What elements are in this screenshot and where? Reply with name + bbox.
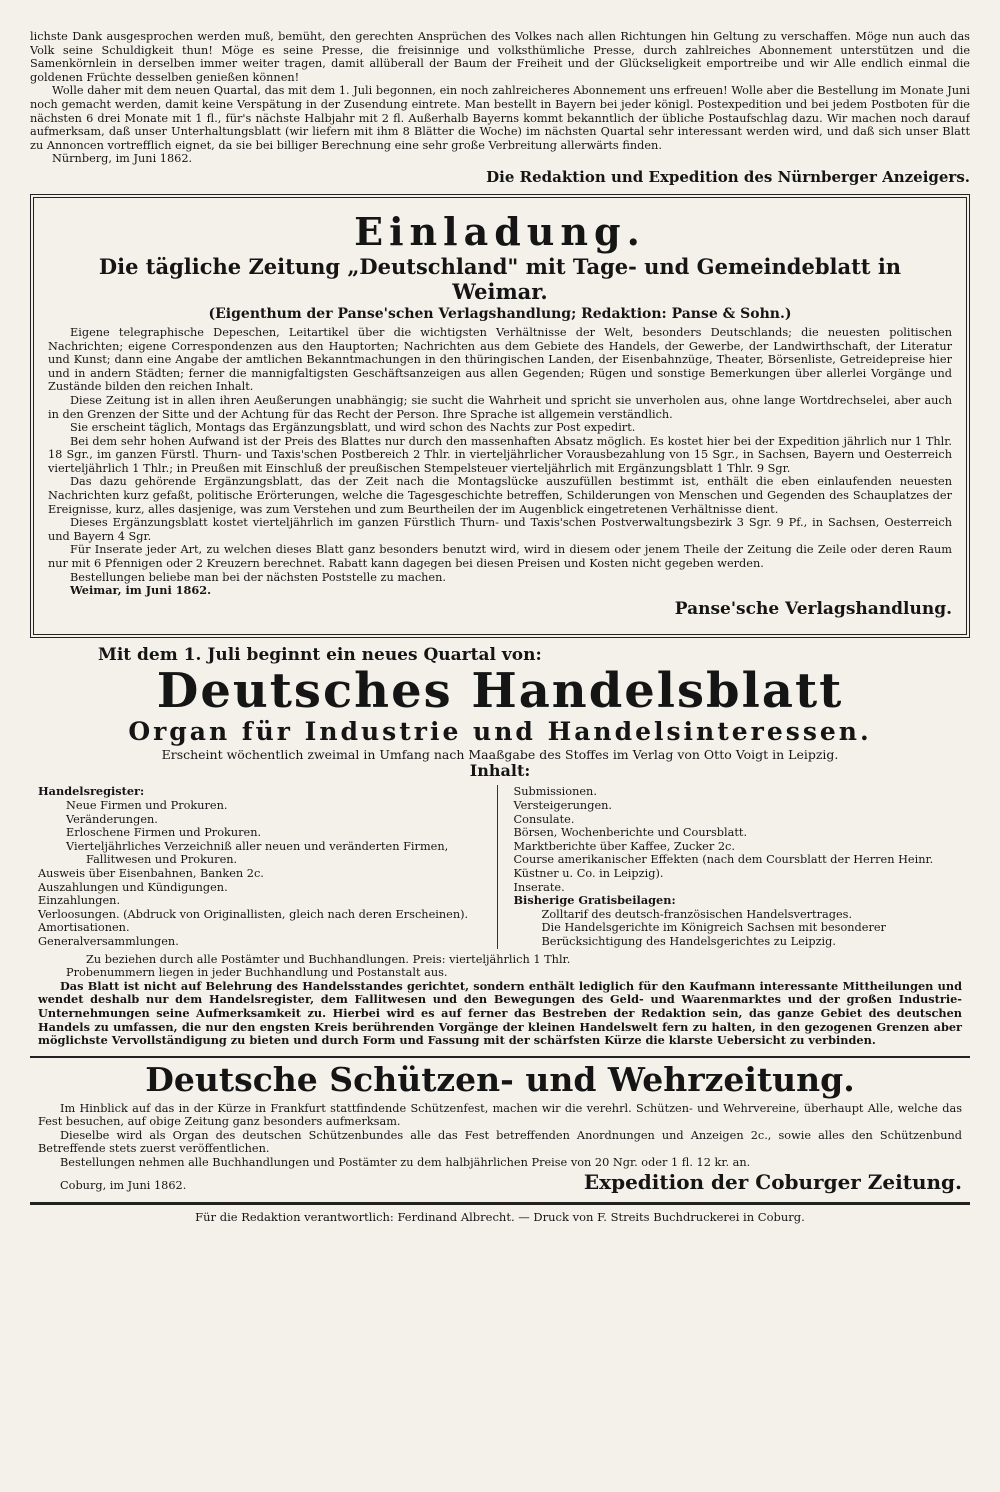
advert-einladung-paragraph: Dieses Ergänzungsblatt kostet vierteljährlich im ganzen Fürstlich Thurn- und Taxis'schen Postverwaltungsbezirk 3 Sgr. 9 Pf., in Sachsen, Oesterreich und Bayern 4 Sgr. <box>48 516 952 543</box>
advert-handelsblatt-samples: Probenummern liegen in jeder Buchhandlung und Postanstalt aus. <box>66 966 448 980</box>
advert-handelsblatt-title: Deutsches Handelsblatt <box>156 662 844 719</box>
advert-einladung-paragraph: Sie erscheint täglich, Montags das Ergänzungsblatt, und wird schon des Nachts zur Post expedirt. <box>70 421 636 435</box>
advert-einladung <box>30 194 970 638</box>
list-item: Generalversammlungen. <box>38 934 179 948</box>
intro-paragraph-2: Wolle daher mit dem neuen Quartal, das mit dem 1. Juli begonnen, ein noch zahlreicheres Abonnement uns erfreuen! Wolle aber die Bestellung im Monate Juni noch gemacht werden, damit keine Verspätung in der Zusendung eintrete. Man bestellt in Bayern bei jeder königl. Postexpedition und bei jedem Postboten für die nächsten 6 drei Monate mit 1 fl., für's nächste Halbjahr mit 2 fl. Außerhalb Bayerns kommt bekanntlich der übliche Postaufschlag dazu. Wir machen noch darauf aufmerksam, daß unser Unterhaltungsblatt (wir liefern mit ihm 8 Blätter die Woche) im nächsten Quartal sehr interessant werden wird, und daß sich unser Blatt zu Annoncen vortrefflich eignet, da sie bei billiger Berechnung eine sehr große Verbreitung allerwärts finden. <box>30 84 970 152</box>
advert-schuetzen-title: Deutsche Schützen- und Wehrzeitung. <box>145 1059 855 1099</box>
list-item: Zolltarif des deutsch-französischen Handelsvertrages. <box>541 907 853 921</box>
intro-paragraph-1: lichste Dank ausgesprochen werden muß, bemüht, den gerechten Ansprüchen des Volkes nach allen Richtungen hin Geltung zu verschaffen. Möge nun auch das Volk seine Schuldigkeit thun! Möge es seine Presse, die freisinnige und volksthümliche Presse, durch zahlreiches Abonnement unterstützen und die Samenkörnlein in derselben immer weiter tragen, damit allüberall der Baum der Freiheit und der Glückseligkeit emportreibe und wir Alle endlich einmal die goldenen Früchte desselben genießen können! <box>30 30 970 84</box>
imprint-footer: Für die Redaktion verantwortlich: Ferdinand Albrecht. — Druck von F. Streits Buchdruckerei in Coburg. <box>195 1209 805 1224</box>
list-item: Veränderungen. <box>66 812 158 826</box>
list-item: Versteigerungen. <box>513 799 612 812</box>
contents-right-column <box>498 785 963 948</box>
advert-handelsblatt-lead: Mit dem 1. Juli beginnt ein neues Quartal von: <box>98 644 542 665</box>
list-item: Börsen, Wochenberichte und Coursblatt. <box>513 826 748 840</box>
list-item: Ausweis über Eisenbahnen, Banken 2c. <box>38 866 264 880</box>
advert-einladung-owner: (Eigenthum der Panse'schen Verlagshandlung; Redaktion: Panse & Sohn.) <box>208 305 792 322</box>
list-item: Submissionen. <box>513 785 597 799</box>
advert-einladung-paragraph: Das dazu gehörende Ergänzungsblatt, das der Zeit nach die Montagslücke auszufüllen bestimmt ist, enthält die eben einlaufenden neuesten Nachrichten kurz gefaßt, politische Erörterungen, welche die Tagesgeschichte betreffen, Schilderungen von Menschen und Gegenden des Schauplatzes der Ereignisse, kurz, alles dasjenige, was zum Verstehen und zum Beurtheilen der im Augenblick eingetretenen Verhältnisse dient. <box>48 475 952 516</box>
list-item: Auszahlungen und Kündigungen. <box>38 880 228 894</box>
list-item: Vierteljährliches Verzeichniß aller neuen und veränderten Firmen, <box>66 839 449 853</box>
list-item: Marktberichte über Kaffee, Zucker 2c. <box>513 839 735 853</box>
newspaper-page <box>30 30 970 1470</box>
advert-schuetzen-paragraph: Bestellungen nehmen alle Buchhandlungen und Postämter zu dem halbjährlichen Preise von 20 Ngr. oder 1 fl. 12 kr. an. <box>60 1156 751 1170</box>
list-item: Neue Firmen und Prokuren. <box>66 799 228 812</box>
advert-schuetzenzeitung <box>30 1058 970 1194</box>
contents-heading: Bisherige Gratisbeilagen: <box>513 893 676 908</box>
intro-section <box>30 30 970 188</box>
list-item: Einzahlungen. <box>38 894 121 908</box>
advert-einladung-signature: Panse'sche Verlagshandlung. <box>674 598 952 619</box>
divider <box>30 1202 970 1205</box>
advert-einladung-dateline: Weimar, im Juni 1862. <box>70 583 212 598</box>
advert-schuetzen-paragraph: Im Hinblick auf das in der Kürze in Frankfurt stattfindende Schützenfest, machen wir die verehrl. Schützen- und Wehrvereine, überhaupt Alle, welche das Fest besuchen, auf obige Zeitung ganz besonders aufmerksam. <box>38 1101 962 1129</box>
advert-schuetzen-dateline: Coburg, im Juni 1862. <box>60 1178 187 1192</box>
advert-einladung-title: Einladung. <box>354 208 646 254</box>
list-item: Die Handelsgerichte im Königreich Sachsen mit besonderer Berücksichtigung des Handelsgerichtes zu Leipzig. <box>541 921 886 948</box>
advert-schuetzen-closing-row <box>38 1170 962 1194</box>
list-item: Erloschene Firmen und Prokuren. <box>66 826 262 840</box>
advert-einladung-paragraph: Für Inserate jeder Art, zu welchen dieses Blatt ganz besonders benutzt wird, wird in diesem oder jenem Theile der Zeitung die Zeile oder deren Raum nur mit 6 Pfennigen oder 2 Kreuzern berechnet. Rabatt kann dagegen bei diesen Preisen und Kosten nicht gegeben werden. <box>48 543 952 571</box>
contents-heading: Handelsregister: <box>38 784 145 799</box>
list-item: Inserate. <box>513 880 565 894</box>
advert-einladung-paragraph: Diese Zeitung ist in allen ihren Aeußerungen unabhängig; sie sucht die Wahrheit und spricht sie unverholen aus, ohne lange Wortdrechselei, aber auch in den Grenzen der Sitte und der Achtung für das Recht der Person. Ihre Sprache ist allgemein verständlich. <box>48 393 952 421</box>
advert-einladung-paragraph: Eigene telegraphische Depeschen, Leitartikel über die wichtigsten Verhältnisse der Welt, besonders Deutschlands; die neuesten politischen Nachrichten; eigene Correspondenzen aus den Hauptorten; Nachrichten aus dem Gebiete des Handels, der Gewerbe, der Landwirthschaft, der Literatur und Kunst; dann eine Angabe der amtlichen Bekanntmachungen in den thüringischen Landen, der Eisenbahnzüge, Theater, Börsenliste, Getreidepreise hier und in andern Städten; ferner die mannigfaltigsten Geschäftsanzeigen aus allen Gegenden; Rügen und sonstige Bemerkungen über allerlei Vorgänge und Zustände bilden den reichen Inhalt. <box>48 325 952 394</box>
list-item: Amortisationen. <box>38 921 130 935</box>
advert-handelsblatt-contents-label: Inhalt: <box>469 761 531 781</box>
intro-dateline: Nürnberg, im Juni 1862. <box>52 152 193 166</box>
intro-signature: Die Redaktion und Expedition des Nürnberger Anzeigers. <box>486 167 970 186</box>
advert-schuetzen-signature: Expedition der Coburger Zeitung. <box>583 1169 962 1194</box>
advert-handelsblatt <box>30 644 970 1048</box>
advert-handelsblatt-intro: Erscheint wöchentlich zweimal in Umfang nach Maaßgabe des Stoffes im Verlag von Otto Voigt in Leipzig. <box>161 746 839 762</box>
advert-handelsblatt-order: Zu beziehen durch alle Postämter und Buchhandlungen. Preis: vierteljährlich 1 Thlr. <box>86 952 571 966</box>
list-item: Fallitwesen und Prokuren. <box>86 853 238 867</box>
list-item: Verloosungen. (Abdruck von Originallisten, gleich nach deren Erscheinen). <box>38 907 469 921</box>
list-item: Course amerikanischer Effekten (nach dem Coursblatt der Herren Heinr. Küstner u. Co. in Leipzig). <box>513 853 934 880</box>
advert-handelsblatt-subtitle: Organ für Industrie und Handelsinteressen. <box>128 716 872 746</box>
contents-left-column <box>38 785 498 948</box>
advert-einladung-paragraph: Bei dem sehr hohen Aufwand ist der Preis des Blattes nur durch den massenhaften Absatz möglich. Es kostet hier bei der Expedition jährlich nur 1 Thlr. 18 Sgr., im ganzen Fürstl. Thurn- und Taxis'schen Postbereich 2 Thlr. in vierteljährlicher Vorausbezahlung von 15 Sgr., in Sachsen, Bayern und Oesterreich vierteljährlich 1 Thlr.; in Preußen mit Einschluß der preußischen Stempelsteuer vierteljährlich mit Ergänzungsblatt 1 Thlr. 9 Sgr. <box>48 434 952 475</box>
advert-schuetzen-paragraph: Dieselbe wird als Organ des deutschen Schützenbundes alle das Fest betreffenden Anordnungen und Anzeigen 2c., sowie alles den Schützenbund Betreffende stets zuerst veröffentlichen. <box>38 1128 962 1156</box>
advert-einladung-subtitle: Die tägliche Zeitung „Deutschland" mit Tage- und Gemeindeblatt in Weimar. <box>98 253 902 304</box>
list-item: Consulate. <box>513 812 575 826</box>
contents-columns <box>38 785 962 948</box>
advert-handelsblatt-closing: Das Blatt ist nicht auf Belehrung des Handelsstandes gerichtet, sondern enthält lediglich für den Kaufmann interessante Mittheilungen und wendet deshalb nur dem Handelsregister, dem Fallitwesen und den Bewegungen des Geld- und Waarenmarktes und der großen Industrie-Unternehmungen seine Aufmerksamkeit zu. Hierbei wird es auf ferner das Bestreben der Redaktion sein, das ganze Gebiet des deutschen Handels zu umfassen, die nur den engsten Kreis berührenden Vorgänge der kleinen Handelswelt fern zu halten, in den gezogenen Grenzen aber möglichste Vervollständigung zu bieten und durch Form und Fassung mit der schärfsten Kürze die klarste Uebersicht zu verbinden. <box>38 978 962 1048</box>
advert-einladung-paragraph: Bestellungen beliebe man bei der nächsten Poststelle zu machen. <box>70 570 446 584</box>
